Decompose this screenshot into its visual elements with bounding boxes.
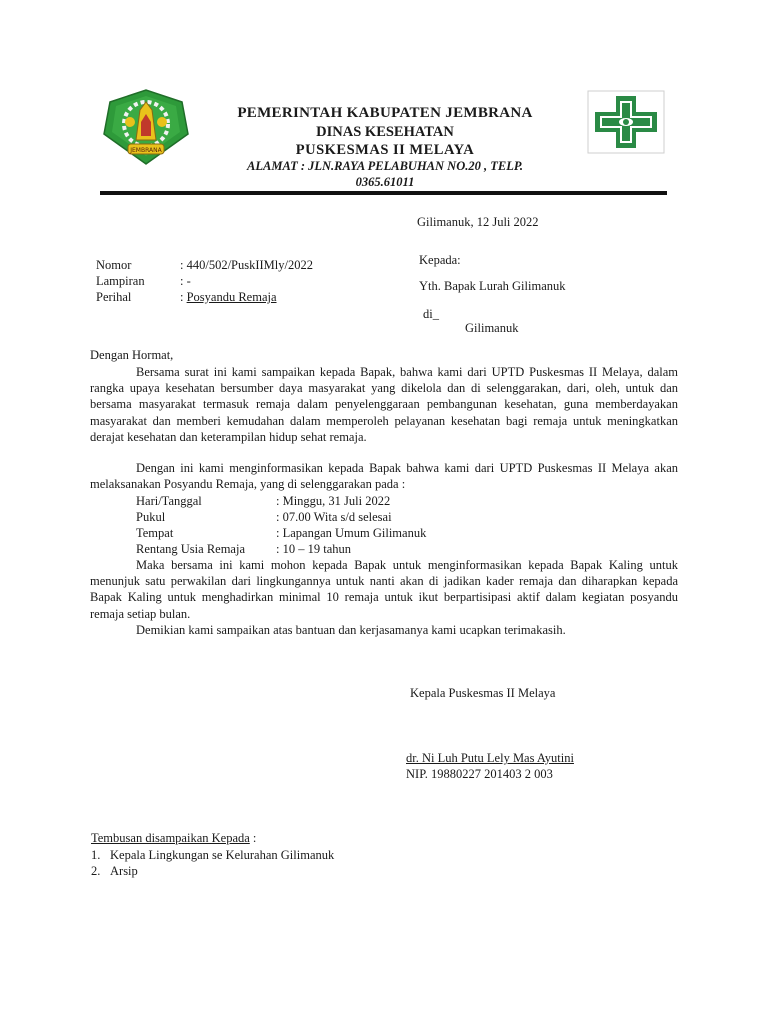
schedule-value: : Lapangan Umum Gilimanuk xyxy=(276,526,427,540)
address-line-1: ALAMAT : JLN.RAYA PELABUHAN NO.20 , TELP. xyxy=(247,159,523,173)
schedule-row xyxy=(136,541,426,557)
signature-nip: NIP. 19880227 201403 2 003 xyxy=(406,767,553,781)
cc-item-text: Kepala Lingkungan se Kelurahan Gilimanuk xyxy=(110,848,335,862)
cc-heading xyxy=(91,831,256,846)
meta-value-lampiran: : - xyxy=(180,274,191,288)
recipient-name: Yth. Bapak Lurah Gilimanuk xyxy=(419,279,566,293)
cc-title: Tembusan disampaikan Kepada xyxy=(91,831,250,845)
schedule-row xyxy=(136,509,426,525)
header-address xyxy=(210,158,560,190)
recipient-to-label: Kepada: xyxy=(419,253,461,267)
paragraph-1: Bersama surat ini kami sampaikan kepada Bapak, bahwa kami dari UPTD Puskesmas II Melaya, dalam rangka upaya kesehatan bersumber daya masyarakat yang dikelola dan di selenggarakan, dari, oleh, untuk dan bersama masyarakat termasuk remaja dalam penyelenggaraan pembangunan kesehatan, guna memberdayakan masyarakat dan memberi kemudahan dalam memperoleh pelayanan kesehatan bagi remaja untuk meningkatkan derajat kesehatan dan keterampilan hidup sehat remaja. xyxy=(90,365,678,444)
meta-label-nomor: Nomor xyxy=(96,258,132,272)
schedule-value: : Minggu, 31 Juli 2022 xyxy=(276,494,391,508)
cc-item xyxy=(91,848,334,863)
cc-item-number: 1. xyxy=(91,848,101,862)
signature-title: Kepala Puskesmas II Melaya xyxy=(410,686,556,700)
schedule-label: Rentang Usia Remaja xyxy=(136,542,245,556)
schedule-value: : 07.00 Wita s/d selesai xyxy=(276,510,392,524)
recipient-di: di_ xyxy=(423,307,439,321)
schedule-table xyxy=(136,493,426,557)
schedule-label: Tempat xyxy=(136,526,174,540)
signature-name: dr. Ni Luh Putu Lely Mas Ayutini xyxy=(406,751,574,765)
header-department: DINAS KESEHATAN xyxy=(316,124,454,140)
jembrana-logo xyxy=(100,88,192,166)
address-line-2: 0365.61011 xyxy=(355,175,415,189)
salutation: Dengan Hormat, xyxy=(90,348,174,362)
perihal-colon: : xyxy=(180,290,187,304)
perihal-subject: Posyandu Remaja xyxy=(186,290,277,304)
recipient-place: Gilimanuk xyxy=(465,321,519,335)
cc-item-text: Arsip xyxy=(110,864,138,878)
schedule-value: : 10 – 19 tahun xyxy=(276,542,351,556)
paragraph-2: Dengan ini kami menginformasikan kepada Bapak bahwa kami dari UPTD Puskesmas II Melaya akan melaksanakan Posyandu Remaja, yang di selenggarakan pada : xyxy=(90,461,678,492)
schedule-label: Pukul xyxy=(136,510,166,524)
paragraph-3: Maka bersama ini kami mohon kepada Bapak untuk menginformasikan kepada Bapak Kaling untuk menunjuk satu perwakilan dari lingkungannya untuk nanti akan di jadikan kader remaja dan diharapkan kepada Bapak Kaling untuk menghadirkan minimal 10 remaja untuk ikut berpartisipasi aktif dalam kegiatan posyandu remaja setiap bulan. xyxy=(90,558,678,621)
schedule-row xyxy=(136,525,426,541)
cc-item xyxy=(91,864,138,879)
cc-colon: : xyxy=(249,831,257,845)
logo-ribbon-text: JEMBRANA xyxy=(130,147,162,154)
schedule-row xyxy=(136,493,426,509)
header-institution: PUSKESMAS II MELAYA xyxy=(295,142,475,158)
header-government: PEMERINTAH KABUPATEN JEMBRANA xyxy=(237,105,533,121)
letter-date: Gilimanuk, 12 Juli 2022 xyxy=(417,215,539,229)
meta-value-perihal xyxy=(180,290,277,305)
meta-label-perihal: Perihal xyxy=(96,290,132,304)
schedule-label: Hari/Tanggal xyxy=(136,494,202,508)
meta-label-lampiran: Lampiran xyxy=(96,274,145,288)
health-cross-logo xyxy=(587,90,665,154)
cc-item-number: 2. xyxy=(91,864,101,878)
header-divider xyxy=(100,191,667,195)
paragraph-4: Demikian kami sampaikan atas bantuan dan kerjasamanya kami ucapkan terimakasih. xyxy=(136,623,566,637)
meta-value-nomor: : 440/502/PuskIIMly/2022 xyxy=(180,258,313,272)
